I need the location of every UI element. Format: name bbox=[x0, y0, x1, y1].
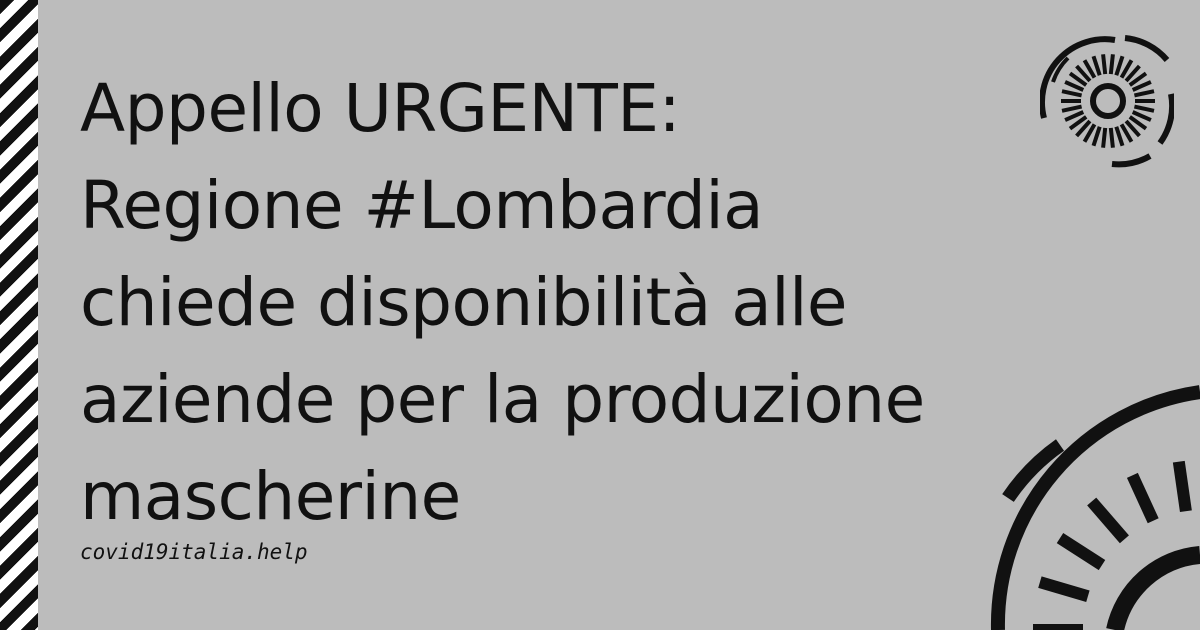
ring-tick bbox=[1111, 54, 1113, 74]
ring-tick bbox=[1062, 91, 1082, 95]
ring-tick bbox=[1094, 56, 1100, 75]
radial-ring-icon bbox=[1040, 22, 1174, 182]
ring-tick bbox=[1060, 538, 1102, 565]
ring-tick bbox=[1116, 127, 1122, 146]
ring-tick bbox=[1062, 107, 1082, 111]
ring-tick bbox=[1040, 582, 1088, 596]
headline bbox=[80, 60, 1060, 545]
ring-tick bbox=[1179, 462, 1186, 512]
ring-tick bbox=[1134, 107, 1154, 111]
headline-line-5: mascherine bbox=[80, 458, 461, 535]
site-url: covid19italia.help bbox=[80, 540, 308, 564]
radial-ring-icon bbox=[985, 380, 1200, 630]
ring-tick bbox=[1134, 91, 1154, 95]
ring-tick bbox=[1103, 54, 1105, 74]
ring-tick bbox=[1111, 128, 1113, 148]
headline-line-1: Appello URGENTE: bbox=[80, 70, 681, 147]
ring-tick bbox=[1094, 127, 1100, 146]
headline-line-2: Regione #Lombardia bbox=[80, 167, 764, 244]
ring-tick bbox=[1092, 502, 1125, 540]
ring-tick bbox=[1103, 128, 1105, 148]
striped-left-border bbox=[0, 0, 38, 630]
headline-line-4: aziende per la produzione bbox=[80, 361, 925, 438]
ring-tick bbox=[1132, 475, 1153, 520]
ring-tick bbox=[1116, 56, 1122, 75]
headline-line-3: chiede disponibilità alle bbox=[80, 264, 848, 341]
